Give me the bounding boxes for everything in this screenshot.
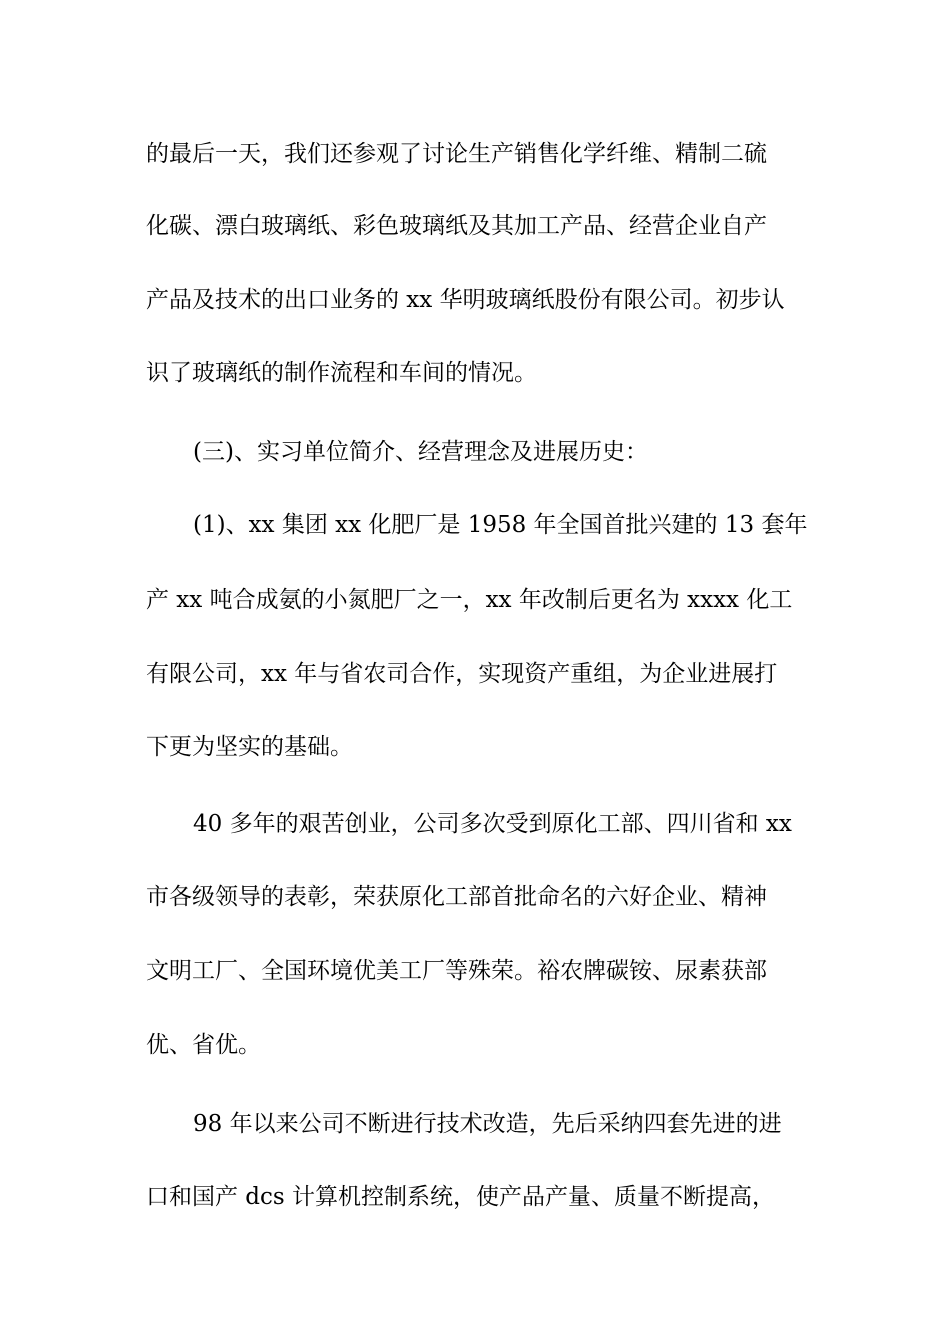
text-line: 文明工厂、全国环境优美工厂等殊荣。裕农牌碳铵、尿素获部 (146, 958, 767, 984)
text-line: (1)、xx 集团 xx 化肥厂是 1958 年全国首批兴建的 13 套年 (193, 512, 808, 538)
text-line: 化碳、漂白玻璃纸、彩色玻璃纸及其加工产品、经营企业自产 (146, 213, 767, 239)
text-line: 识了玻璃纸的制作流程和车间的情况。 (146, 360, 537, 386)
text-line: 产品及技术的出口业务的 xx 华明玻璃纸股份有限公司。初步认 (146, 287, 785, 313)
text-line: 98 年以来公司不断进行技术改造，先后采纳四套先进的进 (193, 1111, 782, 1137)
text-line: 产 xx 吨合成氨的小氮肥厂之一，xx 年改制后更名为 xxxx 化工 (146, 587, 793, 613)
text-line: (三)、实习单位简介、经营理念及进展历史： (193, 439, 648, 465)
text-line: 下更为坚实的基础。 (146, 734, 353, 760)
text-line: 市各级领导的表彰，荣获原化工部首批命名的六好企业、精神 (146, 884, 767, 910)
text-line: 的最后一天，我们还参观了讨论生产销售化学纤维、精制二硫 (146, 141, 767, 167)
text-line: 优、省优。 (146, 1032, 261, 1058)
text-line: 口和国产 dcs 计算机控制系统，使产品产量、质量不断提高， (146, 1184, 776, 1210)
text-line: 有限公司，xx 年与省农司合作，实现资产重组，为企业进展打 (146, 661, 778, 687)
text-line: 40 多年的艰苦创业，公司多次受到原化工部、四川省和 xx (193, 811, 792, 837)
